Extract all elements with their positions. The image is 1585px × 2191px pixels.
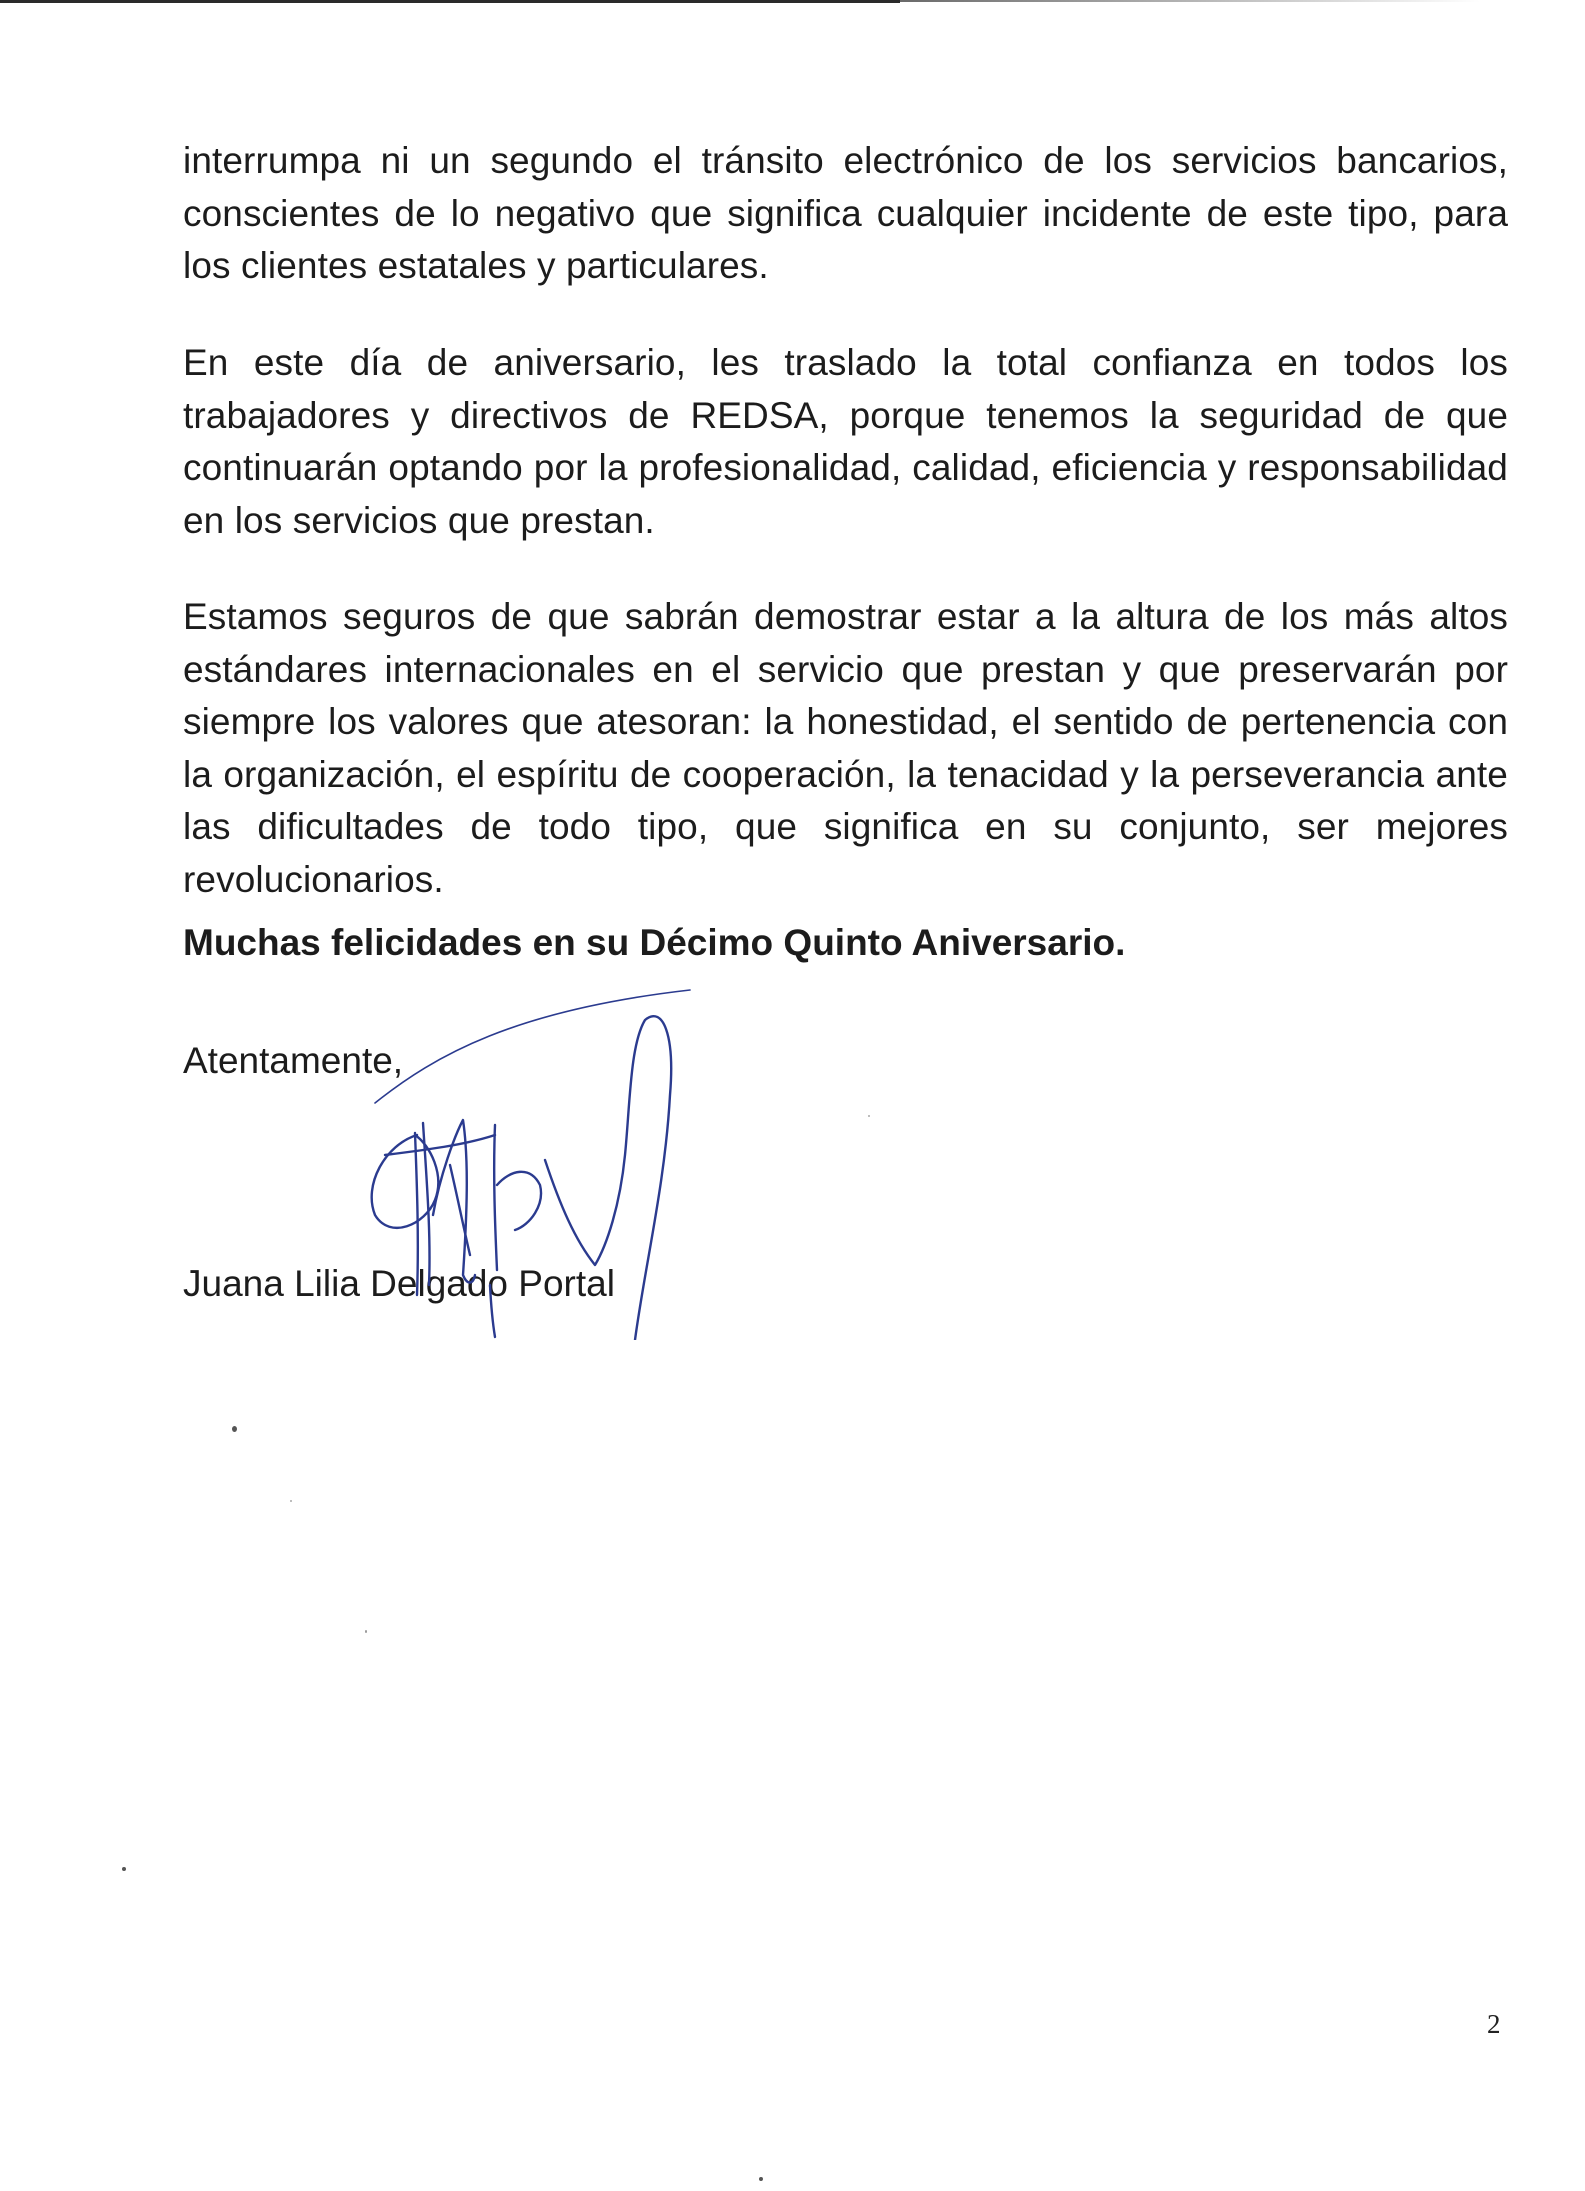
scan-speck	[122, 1867, 126, 1871]
scan-speck	[868, 1115, 870, 1117]
signer-name: Juana Lilia Delgado Portal	[183, 1263, 615, 1304]
handwritten-signature	[345, 985, 695, 1340]
scan-speck	[290, 1500, 292, 1502]
closing-line: Muchas felicidades en su Décimo Quinto Aniversario.	[183, 922, 1126, 963]
scan-speck	[232, 1426, 237, 1432]
paragraph-3: Estamos seguros de que sabrán demostrar estar a la altura de los más altos estándares internacionales en el servicio que prestan y que preservarán por siempre los valores que atesoran: la honestidad, el sentido de pertenencia con la organización, el espíritu de cooperación, la tenacidad y la perseverancia ante las dificultades de todo tipo, que significa en su conjunto, ser mejores revolucionarios.	[183, 596, 1508, 900]
scan-speck	[365, 1630, 367, 1633]
paragraph-2: En este día de aniversario, les traslado la total confianza en todos los trabajadores y directivos de REDSA, porque tenemos la seguridad de que continuarán optando por la profesionalidad, calidad, eficiencia y responsabilidad en los servicios que prestan.	[183, 342, 1508, 541]
top-edge-rule	[0, 0, 900, 3]
scan-speck	[759, 2177, 763, 2181]
salutation: Atentamente,	[183, 1040, 404, 1081]
paragraph-1: interrumpa ni un segundo el tránsito electrónico de los servicios bancarios, conscientes de lo negativo que significa cualquier incidente de este tipo, para los clientes estatales y particulares.	[183, 140, 1508, 286]
page-number: 2	[1487, 2009, 1501, 2039]
top-edge-rule-fade	[900, 0, 1480, 2]
